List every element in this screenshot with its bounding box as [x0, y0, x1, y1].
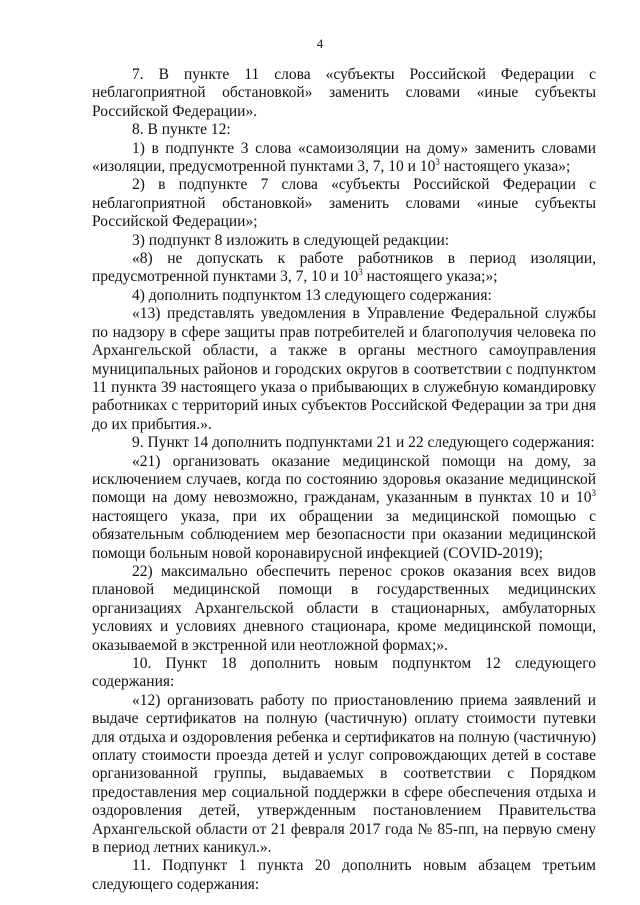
- document-body: [92, 66, 596, 894]
- paragraph-quote-21: [92, 453, 596, 563]
- paragraph-text: «8) не допускать к работе работников в период изоляции, предусмотренной пунктами 3, 7, 10 и 10: [92, 250, 596, 286]
- paragraph-item-8: 8. В пункте 12:: [132, 121, 231, 139]
- paragraph-item-11: 11. Подпункт 1 пункта 20 дополнить новым абзацем третьим следующего содержания:: [92, 857, 596, 893]
- paragraph-subitem-8-3: 3) подпункт 8 изложить в следующей редакции:: [132, 231, 450, 249]
- paragraph-quote-8: [92, 250, 596, 287]
- paragraph-text: настоящего указа, при их обращении за медицинской помощью с обязательным соблюдением мер безопасности при оказании медицинской помощи больным новой коронавирусной инфекцией (COVID-2019);: [92, 507, 596, 562]
- paragraph-quote-12: «12) организовать работу по приостановлению приема заявлений и выдаче сертификатов на полную (частичную) оплату стоимости путевки для отдыха и оздоровления ребенка и сертификатов на полную (частичную) оплату стоимости проезда детей и услуг сопровождающих детей в составе организованной группы, выдаваемых в соответствии с Порядком предоставления мер социальной поддержки в сфере обеспечения отдыха и оздоровления детей, утвержденным постановлением Правительства Архангельской области от 21 февраля 2017 года № 85-пп, на первую смену в период летних каникул.».: [92, 691, 596, 857]
- paragraph-subitem-8-1: [92, 140, 596, 177]
- superscript: 3: [435, 157, 440, 168]
- superscript: 3: [358, 267, 363, 278]
- paragraph-quote-13: «13) представлять уведомления в Управление Федеральной службы по надзору в сфере защиты прав потребителей и благополучия человека по Архангельской области, а также в органы местного самоуправления муниципальных районов и городских округов в соответствии с подпунктом 11 пункта 39 настоящего указа о прибывающих в служебную командировку работниках с территорий иных субъектов Российской Федерации за три дня до их прибытия.».: [92, 305, 596, 433]
- paragraph-subitem-8-4: 4) дополнить подпунктом 13 следующего содержания:: [132, 286, 492, 304]
- paragraph-text: настоящего указа;»;: [362, 268, 498, 286]
- paragraph-item-7: 7. В пункте 11 слова «субъекты Российской Федерации с неблагоприятной обстановкой» заменить словами «иные субъекты Российской Федерации».: [92, 66, 596, 120]
- paragraph-subitem-8-2: 2) в подпункте 7 слова «субъекты Российской Федерации с неблагоприятной обстановкой» заменить словами «иные субъекты Российской Федерации»;: [92, 176, 596, 231]
- superscript: 3: [591, 488, 596, 499]
- paragraph-text: «21) организовать оказание медицинской помощи на дому, за исключением случаев, когда по состоянию здоровья оказание медицинской помощи на дому невозможно, гражданам, указанным в пунктах 10 и 10: [92, 452, 596, 507]
- paragraph-item-10: 10. Пункт 18 дополнить новым подпунктом 12 следующего содержания:: [92, 655, 596, 691]
- paragraph-item-9: 9. Пункт 14 дополнить подпунктами 21 и 22 следующего содержания:: [132, 434, 595, 452]
- paragraph-text: 1) в подпункте 3 слова «самоизоляции на дому» заменить словами «изоляции, предусмотренной пунктами 3, 7, 10 и 10: [92, 139, 596, 176]
- paragraph-text: настоящего указа»;: [439, 158, 571, 176]
- paragraph-quote-22: 22) максимально обеспечить перенос сроков оказания всех видов плановой медицинской помощи в государственных медицинских организациях Архангельской области в стационарных, амбулаторных условиях и условиях дневного стационара, кроме медицинской помощи, оказываемой в экстренной или неотложной формах;».: [92, 562, 596, 654]
- page-number: 4: [316, 36, 324, 51]
